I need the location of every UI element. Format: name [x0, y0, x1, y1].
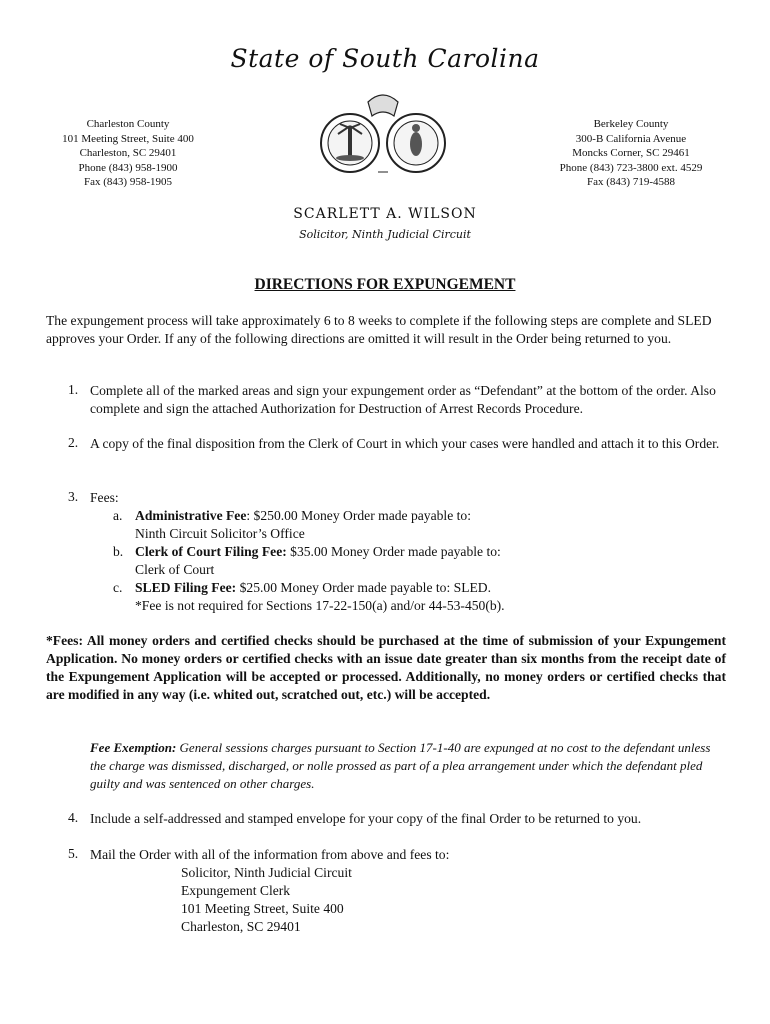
state-seal-icon — [318, 86, 448, 196]
address-line: Phone (843) 958-1900 — [78, 161, 178, 174]
address-line: Charleston, SC 29401 — [79, 147, 177, 159]
intro-paragraph: The expungement process will take approximately 6 to 8 weeks to complete if the following steps are complete and SLED approves your Order. If any of the following directions are omitted it will result in the Order being returned to you. — [46, 313, 712, 346]
address-line: 101 Meeting Street, Suite 400 — [62, 132, 194, 145]
fee-exemption — [90, 739, 720, 793]
address-line: Phone (843) 723-3800 ext. 4529 — [559, 161, 703, 174]
step-number: 5. — [68, 846, 79, 861]
step-5-text: Mail the Order with all of the information from above and fees to: — [90, 847, 450, 862]
step-4-text: Include a self-addressed and stamped envelope for your copy of the final Order to be returned to you. — [90, 811, 642, 826]
address-line: Moncks Corner, SC 29461 — [572, 147, 690, 159]
document-heading: DIRECTIONS FOR EXPUNGEMENT — [254, 276, 516, 293]
step-2-text: A copy of the final disposition from the Clerk of Court in which your cases were handled and attach it to this Order. — [90, 436, 720, 451]
address-line: Solicitor, Ninth Judicial Circuit — [181, 865, 352, 880]
mailing-address — [181, 864, 352, 936]
fee-detail: : $250.00 Money Order made payable to: — [246, 508, 471, 523]
payee: Clerk of Court — [135, 562, 215, 577]
clerk-fee-line — [135, 543, 725, 561]
step-number: 4. — [68, 810, 79, 825]
charleston-county-address — [38, 117, 218, 190]
step-3-label: Fees: — [90, 490, 119, 505]
address-line: Fax (843) 958-1905 — [84, 176, 172, 188]
address-line: Expungement Clerk — [181, 883, 291, 898]
payee: Ninth Circuit Solicitor’s Office — [135, 526, 305, 541]
address-line: 300-B California Avenue — [575, 132, 687, 145]
address-line: Fax (843) 719-4588 — [587, 176, 675, 188]
fee-exemption-text: General sessions charges pursuant to Section 17-1-40 are expunged at no cost to the defendant unless the charge was dismissed, discharged, or nolle prossed as part of a plea arrangement under which the defendant pled guilty and was sentenced on other charges. — [90, 740, 711, 791]
solicitor-name: SCARLETT A. WILSON — [293, 206, 477, 222]
step-number: 2. — [68, 435, 79, 450]
fee-name: SLED Filing Fee: — [135, 580, 237, 595]
fee-letter: a. — [113, 508, 123, 523]
fee-name: Clerk of Court Filing Fee: — [135, 544, 287, 559]
fee-note: *Fee is not required for Sections 17-22-150(a) and/or 44-53-450(b). — [135, 598, 505, 613]
administrative-fee-line — [135, 507, 725, 525]
state-title: State of South Carolina — [230, 44, 540, 73]
address-line: Charleston, SC 29401 — [181, 919, 301, 934]
step-number: 1. — [68, 382, 79, 397]
fee-exemption-label: Fee Exemption: — [90, 740, 177, 755]
step-number: 3. — [68, 489, 79, 504]
fee-detail: $35.00 Money Order made payable to: — [286, 544, 501, 559]
address-line: Charleston County — [86, 118, 170, 130]
fee-name: Administrative Fee — [135, 508, 247, 523]
sled-fee-line — [135, 579, 725, 597]
fee-letter: c. — [113, 580, 123, 595]
fee-letter: b. — [113, 544, 124, 559]
berkeley-county-address — [545, 117, 717, 190]
fee-detail: $25.00 Money Order made payable to: SLED. — [236, 580, 492, 595]
address-line: 101 Meeting Street, Suite 400 — [181, 901, 344, 916]
step-1-text: Complete all of the marked areas and sign your expungement order as “Defendant” at the bottom of the order. Also complete and sign the attached Authorization for Destruction of Arrest Records Procedure. — [90, 383, 716, 416]
fees-warning: *Fees: All money orders and certified checks should be purchased at the time of submission of your Expungement Application. No money orders or certified checks with an issue date greater than six months from the receipt date of the Expungement Application will be accepted or processed. Additionally, no money orders or certified checks that are modified in any way (i.e. whited out, scratched out, etc.) will be accepted. — [46, 633, 726, 702]
address-line: Berkeley County — [593, 118, 669, 130]
solicitor-title: Solicitor, Ninth Judicial Circuit — [299, 228, 471, 241]
